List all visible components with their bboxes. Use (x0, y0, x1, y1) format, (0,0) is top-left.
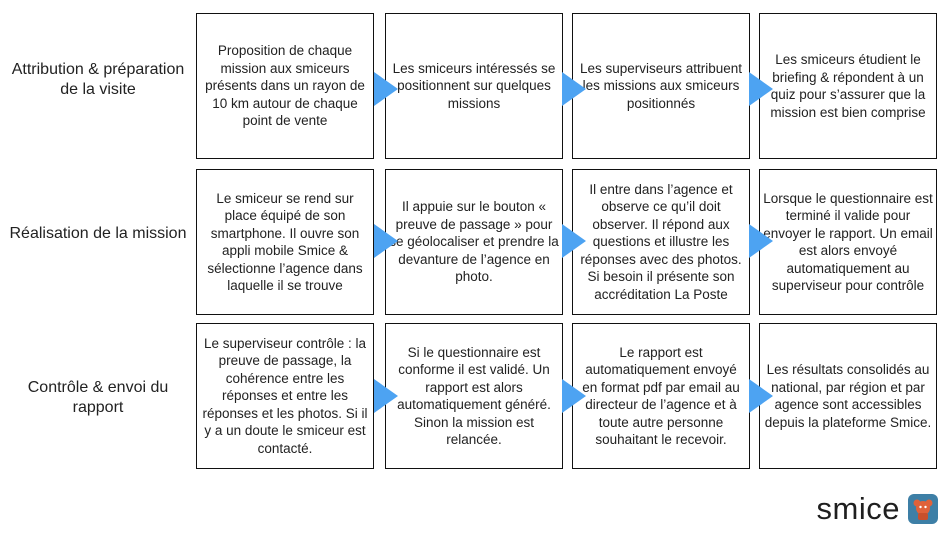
step-text: Les smiceurs intéressés se positionnent sur quelques missions (392, 60, 556, 111)
step-box (385, 13, 563, 159)
smice-logo (817, 491, 938, 527)
step-box (196, 13, 374, 159)
step-box (385, 169, 563, 315)
step-box (572, 13, 750, 159)
step-text: Le superviseur contrôle : la preuve de passage, la cohérence entre les réponses et entre les réponses et les photos. Si il y a un doute le smiceur est contacté. (202, 335, 368, 456)
step-text: Le rapport est automatiquement envoyé en format pdf par email au directeur de l’agence et à toute autre personne souhaitant le recevoir. (582, 344, 740, 447)
step-text: Il entre dans l’agence et observe ce qu’il doit observer. Il répond aux questions et illustre les réponses avec des photos. Si besoin il présente son accréditation La Poste (580, 181, 742, 302)
flow-arrow-icon (749, 379, 773, 413)
step-text: Les résultats consolidés au national, par région et par agence sont accessibles depuis la plateforme Smice. (764, 362, 932, 430)
step-box (572, 323, 750, 469)
step-text: Si le questionnaire est conforme il est validé. Un rapport est alors automatiquement généré. Sinon la mission est relancée. (397, 344, 551, 447)
flow-arrow-icon (374, 224, 398, 258)
step-box (759, 323, 937, 469)
row-label-controle: Contrôle & envoi du rapport (27, 379, 169, 416)
flow-arrow-icon (562, 379, 586, 413)
step-text: Le smiceur se rend sur place équipé de son smartphone. Il ouvre son appli mobile Smice & sélectionne l’agence dans laquelle il se trouve (207, 190, 363, 293)
flow-arrow-icon (374, 379, 398, 413)
flow-arrow-icon (749, 72, 773, 106)
flow-arrow-icon (374, 72, 398, 106)
smice-logo-icon (908, 494, 938, 524)
logo-wordmark: smice (816, 491, 900, 526)
flow-arrow-icon (562, 224, 586, 258)
step-box (759, 169, 937, 315)
step-text: Les smiceurs étudient le briefing & répondent à un quiz pour s’assurer que la mission est bien comprise (770, 52, 926, 120)
step-text: Les superviseurs attribuent les missions aux smiceurs positionnés (579, 60, 743, 111)
step-text: Proposition de chaque mission aux smiceurs présents dans un rayon de 10 km autour de chaque point de vente (205, 43, 365, 129)
step-text: Lorsque le questionnaire est terminé il valide pour envoyer le rapport. Un email est alors envoyé automatiquement au superviseur pour contrôle (763, 190, 933, 293)
row-label-attribution: Attribution & préparation de la visite (11, 61, 185, 98)
flow-arrow-icon (749, 224, 773, 258)
step-box (196, 323, 374, 469)
step-text: Il appuie sur le bouton « preuve de passage » pour se géolocaliser et prendre la devanture de l’agence en photo. (389, 199, 559, 285)
step-box (572, 169, 750, 315)
step-box (385, 323, 563, 469)
step-box (759, 13, 937, 159)
step-box (196, 169, 374, 315)
flow-arrow-icon (562, 72, 586, 106)
row-label-realisation: Réalisation de la mission (9, 225, 187, 242)
